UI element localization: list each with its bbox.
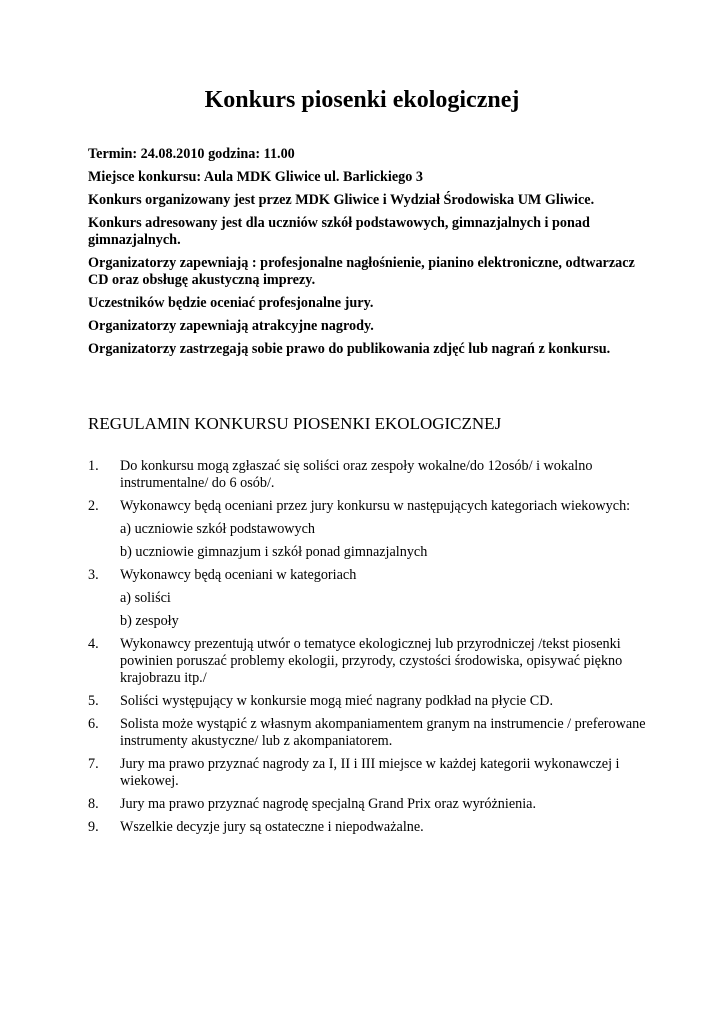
intro-line-prizes: Organizatorzy zapewniają atrakcyjne nagrody. — [88, 318, 374, 334]
intro-line-jury: Uczestników będzie oceniać profesjonalne jury. — [88, 295, 374, 311]
rule-number: 4. — [88, 636, 99, 652]
rule-text: Jury ma prawo przyznać nagrody za I, II i III miejsce w każdej kategorii wykonawczej i wiekowej. — [120, 756, 620, 789]
regulations-list — [88, 458, 648, 842]
rule-text: Wykonawcy prezentują utwór o tematyce ekologicznej lub przyrodniczej /tekst piosenki powinien poruszać problemy ekologii, przyrody, czystości środowiska, opisywać piękno krajobrazu itp./ — [120, 636, 623, 686]
rule-number: 1. — [88, 458, 99, 474]
rule-item — [88, 498, 648, 561]
rule-subitem: a) soliści — [120, 590, 171, 606]
rule-item — [88, 819, 648, 836]
rule-number: 8. — [88, 796, 99, 812]
intro-section — [88, 146, 644, 364]
rule-item — [88, 567, 648, 630]
rule-subitem: b) uczniowie gimnazjum i szkół ponad gimnazjalnych — [120, 544, 428, 560]
rule-subitem: a) uczniowie szkół podstawowych — [120, 521, 316, 537]
rule-subitem: b) zespoły — [120, 613, 179, 629]
intro-line-date: Termin: 24.08.2010 godzina: 11.00 — [88, 146, 295, 162]
intro-line-venue: Miejsce konkursu: Aula MDK Gliwice ul. Barlickiego 3 — [88, 169, 423, 185]
rule-text: Wykonawcy będą oceniani w kategoriach — [120, 567, 357, 583]
rule-number: 2. — [88, 498, 99, 514]
rule-number: 6. — [88, 716, 99, 732]
rule-item — [88, 636, 648, 687]
document-title: Konkurs piosenki ekologicznej — [204, 87, 520, 113]
rule-text: Soliści występujący w konkursie mogą mieć nagrany podkład na płycie CD. — [120, 693, 554, 709]
intro-line-equipment: Organizatorzy zapewniają : profesjonalne nagłośnienie, pianino elektroniczne, odtwarzacz CD oraz obsługę akustyczną imprezy. — [88, 255, 635, 288]
rule-item — [88, 756, 648, 790]
rule-item — [88, 693, 648, 710]
regulations-heading: REGULAMIN KONKURSU PIOSENKI EKOLOGICZNEJ — [88, 414, 502, 433]
rule-text: Do konkursu mogą zgłaszać się soliści oraz zespoły wokalne/do 12osób/ i wokalno instrumentalne/ do 6 osób/. — [120, 458, 593, 491]
rule-text: Solista może wystąpić z własnym akompaniamentem granym na instrumencie / preferowane instrumenty akustyczne/ lub z akompaniatorem. — [120, 716, 646, 749]
rule-item — [88, 796, 648, 813]
intro-line-audience: Konkurs adresowany jest dla uczniów szkół podstawowych, gimnazjalnych i ponad gimnazjalnych. — [88, 215, 590, 248]
rule-text: Wykonawcy będą oceniani przez jury konkursu w następujących kategoriach wiekowych: — [120, 498, 631, 514]
rule-text: Jury ma prawo przyznać nagrodę specjalną Grand Prix oraz wyróżnienia. — [120, 796, 536, 812]
intro-line-organizer: Konkurs organizowany jest przez MDK Gliwice i Wydział Środowiska UM Gliwice. — [88, 192, 595, 208]
rule-item — [88, 716, 648, 750]
intro-line-rights: Organizatorzy zastrzegają sobie prawo do publikowania zdjęć lub nagrań z konkursu. — [88, 341, 611, 357]
rule-number: 5. — [88, 693, 99, 709]
rule-number: 9. — [88, 819, 99, 835]
rule-item — [88, 458, 648, 492]
rule-number: 7. — [88, 756, 99, 772]
rule-number: 3. — [88, 567, 99, 583]
rule-text: Wszelkie decyzje jury są ostateczne i niepodważalne. — [120, 819, 424, 835]
